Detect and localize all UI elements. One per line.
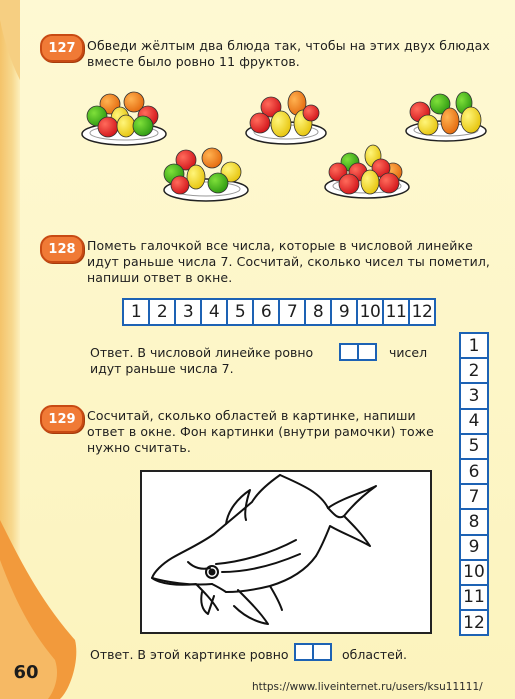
answer-prefix: Ответ. В числовой линейке ровно (90, 345, 314, 360)
answer-digit-cell[interactable] (296, 645, 314, 659)
task-number: 129 (48, 411, 76, 427)
task-instructions (87, 38, 490, 70)
source-url: https://www.liveinternet.ru/users/ksu11111/ (252, 681, 483, 693)
task-number-badge (40, 34, 84, 62)
vertical-scale-cell: 12 (463, 612, 485, 633)
number-line-cell[interactable]: 2 (150, 300, 176, 324)
answer-suffix: областей. (342, 647, 407, 662)
task-number: 128 (48, 241, 76, 257)
fruit-plates-illustration (0, 80, 515, 210)
answer-digit-cell[interactable] (359, 345, 375, 359)
task-instructions (87, 408, 434, 456)
number-line-cell[interactable]: 3 (176, 300, 202, 324)
instruction-line: напиши ответ в окне. (87, 270, 233, 285)
number-line-cell[interactable]: 9 (332, 300, 358, 324)
answer-digit-cell[interactable] (341, 345, 359, 359)
number-line-cell[interactable]: 11 (384, 300, 410, 324)
answer-suffix: чисел (389, 345, 428, 360)
instruction-line: Пометь галочкой все числа, которые в числовой линейке (87, 238, 473, 253)
vertical-scale-cell: 11 (461, 586, 487, 611)
task-number: 127 (48, 40, 76, 56)
fruit-plate (325, 145, 409, 198)
instruction-line: Обведи жёлтым два блюда так, чтобы на этих двух блюдах (87, 38, 490, 53)
instruction-line: вместе было ровно 11 фруктов. (87, 54, 300, 69)
instruction-line: ответ в окне. Фон картинки (внутри рамочки) тоже (87, 424, 434, 439)
number-line-cell[interactable]: 10 (358, 300, 384, 324)
number-line-cell[interactable]: 4 (202, 300, 228, 324)
task-number-badge (40, 405, 84, 433)
answer-line-2: идут раньше числа 7. (90, 361, 234, 376)
instruction-line: идут раньше числа 7. Сосчитай, сколько чисел ты пометил, (87, 254, 490, 269)
number-line-cell[interactable]: 1 (124, 300, 150, 324)
answer-input-box[interactable] (339, 343, 377, 361)
number-line-cell[interactable]: 6 (254, 300, 280, 324)
vertical-scale-cell: 4 (461, 410, 487, 435)
vertical-scale-cell: 9 (461, 536, 487, 561)
fruit-plate (406, 92, 486, 141)
vertical-scale-cell: 1 (461, 334, 487, 359)
fruit-plate (246, 91, 326, 144)
vertical-scale-cell: 7 (461, 485, 487, 510)
vertical-scale-cell: 5 (461, 435, 487, 460)
dolphin-drawing (130, 462, 430, 634)
instruction-line: Сосчитай, сколько областей в картинке, напиши (87, 408, 416, 423)
page-number: 60 (13, 661, 39, 683)
number-line-cell[interactable]: 12 (411, 302, 433, 322)
task-instructions (87, 238, 490, 286)
answer-prefix: Ответ. В этой картинке ровно (90, 647, 289, 662)
number-line-cell[interactable]: 8 (306, 300, 332, 324)
fruit-plate (82, 92, 166, 145)
vertical-scale-cell: 8 (461, 510, 487, 535)
vertical-scale-cell: 6 (461, 460, 487, 485)
vertical-scale-cell: 10 (461, 561, 487, 586)
answer-line (90, 345, 313, 361)
number-line-cell[interactable]: 5 (228, 300, 254, 324)
answer-input-box[interactable] (294, 643, 332, 661)
task-number-badge (40, 235, 84, 263)
answer-digit-cell[interactable] (314, 645, 330, 659)
fruit-plate (164, 148, 248, 201)
number-line-cell[interactable]: 7 (280, 300, 306, 324)
vertical-scale-cell: 3 (461, 384, 487, 409)
number-line (122, 298, 436, 326)
vertical-number-scale (459, 332, 489, 636)
vertical-scale-cell: 2 (461, 359, 487, 384)
instruction-line: нужно считать. (87, 440, 191, 455)
